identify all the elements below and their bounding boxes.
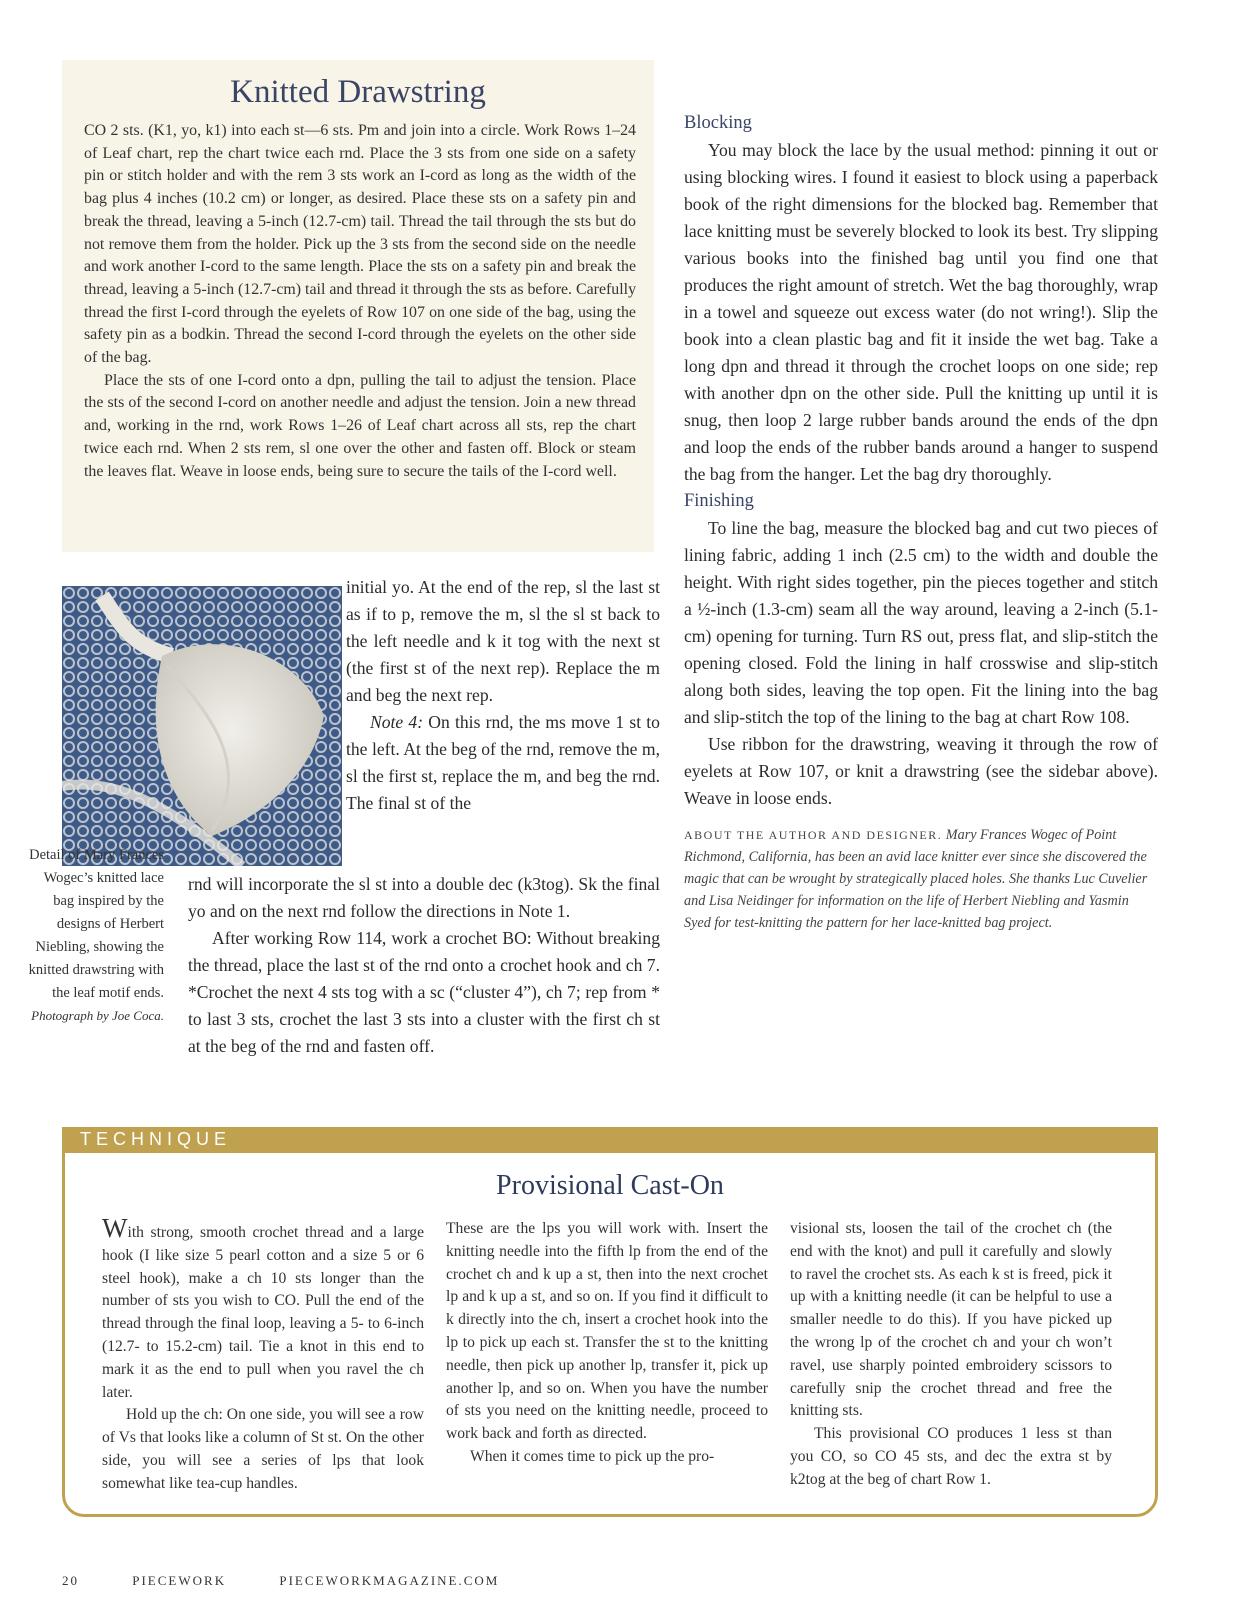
- technique-column-3: [790, 1218, 1112, 1492]
- finishing-heading: Finishing: [684, 491, 754, 511]
- magazine-name: PIECEWORK: [132, 1573, 227, 1588]
- body-paragraph: Use ribbon for the drawstring, weaving it through the row of eyelets at Row 107, or knit a drawstring (see the sidebar above). Weave in loose ends.: [684, 734, 1158, 808]
- sidebar-paragraph: Place the sts of one I-cord onto a dpn, pulling the tail to adjust the tension. Place the sts of the second I-cord on another needle and adjust the tension. Join a new thread and, working in the rnd, work Rows 1–26 of Leaf chart across all sts, rep the chart twice each rnd. When 2 sts rem, sl one over the other and fasten off. Block or steam the leaves flat. Weave in loose ends, being sure to secure the tails of the I-cord well.: [84, 371, 636, 480]
- author-label: ABOUT THE AUTHOR AND DESIGNER.: [684, 828, 943, 842]
- sidebar-body: [84, 120, 636, 483]
- caption-credit: Photograph by Joe Coca.: [31, 1008, 164, 1023]
- body-paragraph: initial yo. At the end of the rep, sl the last st as if to p, remove the m, sl the sl st back to the left needle and k it tog with the next st (the first st of the next rep). Replace the m and beg the next rep.: [346, 577, 660, 705]
- drop-cap: W: [102, 1213, 128, 1243]
- middle-column-bottom: [188, 871, 660, 1060]
- blocking-heading: Blocking: [684, 113, 752, 133]
- body-paragraph: You may block the lace by the usual method: pinning it out or using blocking wires. I found it easiest to block using a paperback book of the right dimensions for the blocked bag. Remember that lace knitting must be severely blocked to look its best. Try slipping various books into the finished bag until you find one that produces the right amount of stretch. Wet the bag thoroughly, wrap in a towel and squeeze out excess water (do not wring!). Slip the book into a clean plastic bag and fit it inside the wet bag. Take a long dpn and thread it through the crochet loops on one side; rep with another dpn on the other side. Pull the knitting up until it is snug, then loop 2 large rubber bands around the ends of the dpn and loop the ends of the rubber bands around a hanger to suspend the bag from the hanger. Let the bag dry thoroughly.: [684, 140, 1158, 484]
- technique-title: Provisional Cast-On: [496, 1170, 724, 1201]
- magazine-url: PIECEWORKMAGAZINE.COM: [279, 1573, 500, 1588]
- body-paragraph: [102, 1213, 424, 1404]
- body-paragraph: Hold up the ch: On one side, you will see a row of Vs that looks like a column of St st. On the other side, you will see a series of lps that look somewhat like tea-cup handles.: [102, 1406, 424, 1492]
- technique-column-2: [446, 1218, 768, 1469]
- technique-label: TECHNIQUE: [80, 1129, 232, 1149]
- body-paragraph: After working Row 114, work a crochet BO: Without breaking the thread, place the last st of the rnd onto a crochet hook and ch 7. *Crochet the next 4 sts tog with a sc (“cluster 4”), ch 7; rep from * to last 3 sts, crochet the last 3 sts into a cluster with the first ch st at the beg of the rnd and fasten off.: [188, 928, 660, 1056]
- lace-leaf-photo: [62, 586, 342, 866]
- photo-caption: [24, 844, 164, 1027]
- author-text: Mary Frances Wogec of Point Richmond, California, has been an avid lace knitter ever since she discovered the magic that can be wrought by strategically placed holes. She thanks Luc Cuvelier and Lisa Neidinger for information on the life of Herbert Niebling and Yasmin Syed for test-knitting the pattern for her lace-knitted bag project.: [684, 827, 1148, 931]
- body-paragraph: [346, 709, 660, 817]
- technique-column-1: [102, 1213, 424, 1496]
- caption-text: Detail of Mary Frances Wogec’s knitted lace bag inspired by the designs of Herbert Niebling, showing the knitted drawstring with the leaf motif ends.: [28, 847, 164, 1001]
- right-column: [684, 110, 1158, 934]
- body-paragraph: These are the lps you will work with. Insert the knitting needle into the fifth lp from the end of the crochet ch and k up a st, then into the next crochet lp and k up a st, and so on. If you find it difficult to k directly into the ch, insert a crochet hook into the lp to pick up each st. Transfer the st to the knitting needle, then pick up another lp, transfer it, pick up another lp, and so on. When you have the number of sts you need on the knitting needle, proceed to work back and forth as directed.: [446, 1220, 768, 1443]
- note-text: On this rnd, the ms move 1 st to the left. At the beg of the rnd, remove the m, sl the first st, replace the m, and beg the rnd. The final st of the: [346, 712, 660, 813]
- sidebar-title: Knitted Drawstring: [230, 74, 486, 110]
- body-paragraph: When it comes time to pick up the pro-: [470, 1447, 715, 1465]
- body-paragraph: To line the bag, measure the blocked bag and cut two pieces of lining fabric, adding 1 inch (2.5 cm) to the width and double the height. With right sides together, pin the pieces together and stitch a ½-inch (1.3-cm) seam all the way around, leaving a 2-inch (5.1-cm) opening for turning. Turn RS out, press flat, and slip-stitch the opening closed. Fold the lining in half crosswise and slip-stitch along both sides, leaving the top open. Fit the lining into the bag and slip-stitch the top of the lining to the bag at chart Row 108.: [684, 518, 1158, 727]
- middle-column-top: [346, 574, 660, 817]
- lace-leaf-image: [62, 586, 342, 866]
- body-paragraph: visional sts, loosen the tail of the crochet ch (the end with the knot) and pull it carefully and slowly to ravel the crochet sts. As each k st is freed, pick it up with a knitting needle (it can be helpful to use a smaller needle to do this). If you have picked up the wrong lp of the crochet ch and your ch won’t ravel, use sharply pointed embroidery scissors to carefully snip the crochet thread and free the knitting sts.: [790, 1220, 1112, 1420]
- paragraph-text: ith strong, smooth crochet thread and a large hook (I like size 5 pearl cotton and a size 5 or 6 steel hook), make a ch 10 sts longer than the number of sts you wish to CO. Pull the end of the thread through the final loop, leaving a 5- to 6-inch (12.7- to 15.2-cm) tail. Tie a knot in this end to mark it as the end to pull when you ravel the ch later.: [102, 1224, 424, 1401]
- sidebar-paragraph: CO 2 sts. (K1, yo, k1) into each st—6 sts. Pm and join into a circle. Work Rows 1–24 of Leaf chart, rep the chart twice each rnd. Place the 3 sts from one side on a safety pin or stitch holder and with the rem 3 sts work an I-cord as long as the width of the bag plus 4 inches (10.2 cm) or longer, as desired. Place these sts on a safety pin and break the thread, leaving a 5-inch (12.7-cm) tail. Thread the tail through the sts but do not remove them from the holder. Pick up the 3 sts from the second side on the needle and work another I-cord to the same length. Place the sts on a safety pin and break the thread, leaving a 5-inch (12.7-cm) tail and thread it through the sts as before. Carefully thread the first I-cord through the eyelets of Row 107 on one side of the bag, using the safety pin as a bodkin. Thread the second I-cord through the eyelets on the other side of the bag.: [84, 122, 637, 367]
- sidebar-knitted-drawstring: [62, 60, 654, 552]
- page-number: 20: [62, 1573, 79, 1588]
- note-label: Note 4:: [370, 712, 424, 732]
- page-footer: [62, 1573, 547, 1589]
- body-paragraph: This provisional CO produces 1 less st than you CO, so CO 45 sts, and dec the extra st by k2tog at the beg of chart Row 1.: [790, 1425, 1112, 1488]
- body-paragraph: rnd will incorporate the sl st into a double dec (k3tog). Sk the final yo and on the next rnd follow the directions in Note 1.: [188, 874, 660, 921]
- technique-band: [62, 1127, 1158, 1153]
- author-bio: [684, 824, 1158, 934]
